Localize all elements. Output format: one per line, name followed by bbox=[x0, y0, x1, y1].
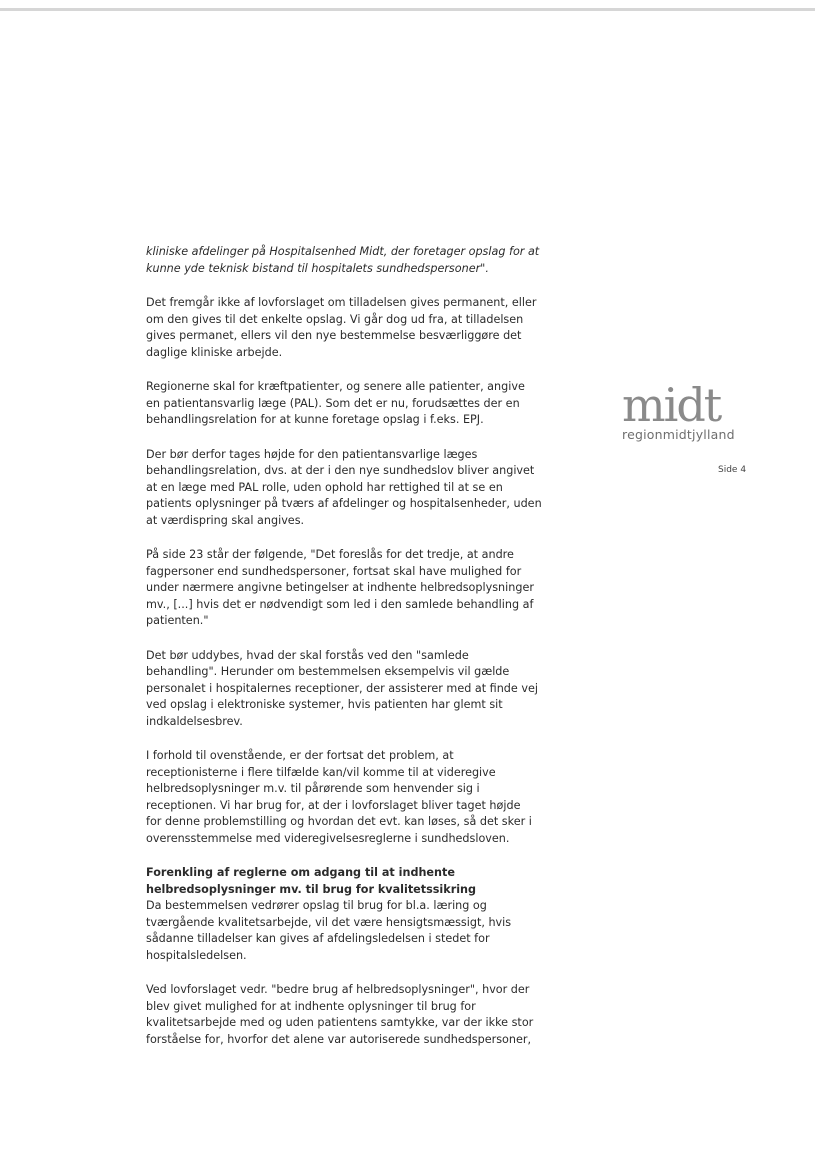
text-line: Det bør uddybes, hvad der skal forstås ved den "samlede bbox=[146, 648, 469, 662]
text-line: forståelse for, hvorfor det alene var autoriserede sundhedspersoner, bbox=[146, 1032, 532, 1046]
text-line: om den gives til det enkelte opslag. Vi går dog ud fra, at tilladelsen bbox=[146, 312, 524, 326]
text-line: at værdispring skal angives. bbox=[146, 513, 305, 527]
paragraph-9 bbox=[146, 982, 566, 1048]
section-heading: helbredsoplysninger mv. til brug for kvalitetssikring bbox=[146, 882, 477, 896]
text-line: Det fremgår ikke af lovforslaget om tilladelsen gives permanent, eller bbox=[146, 296, 537, 309]
text-line: blev givet mulighed for at indhente oplysninger til brug for bbox=[146, 999, 476, 1013]
document-body bbox=[146, 244, 566, 1066]
scan-edge-line bbox=[0, 8, 815, 11]
text-line: kliniske afdelinger på Hospitalsenhed Midt, der foretager opslag for at bbox=[146, 245, 540, 258]
text-line: behandling". Herunder om bestemmelsen eksempelvis vil gælde bbox=[146, 665, 510, 678]
logo-wordmark: midt bbox=[622, 378, 721, 432]
text-line: daglige kliniske arbejde. bbox=[146, 345, 283, 359]
text-line: receptionisterne i flere tilfælde kan/vil komme til at videregive bbox=[146, 765, 496, 779]
text-line: Der bør derfor tages højde for den patientansvarlige læges bbox=[146, 447, 478, 461]
text-line: personalet i hospitalernes receptioner, der assisterer med at finde vej bbox=[146, 681, 538, 695]
paragraph-6 bbox=[146, 648, 566, 731]
text-line: ved opslag i elektroniske systemer, hvis patienten har glemt sit bbox=[146, 698, 503, 711]
text-line: under nærmere angivne betingelser at indhente helbredsoplysninger bbox=[146, 581, 534, 594]
text-line: I forhold til ovenstående, er der fortsat det problem, at bbox=[146, 749, 454, 762]
text-line: Da bestemmelsen vedrører opslag til brug for bl.a. læring og bbox=[146, 899, 487, 912]
text-line: patients oplysninger på tværs af afdelinger og hospitalsenheder, uden bbox=[146, 497, 542, 510]
section-heading: Forenkling af reglerne om adgang til at indhente bbox=[146, 866, 455, 879]
text-line: kvalitetsarbejde med og uden patientens samtykke, var der ikke stor bbox=[146, 1016, 534, 1029]
text-line: receptionen. Vi har brug for, at der i lovforslaget bliver taget højde bbox=[146, 798, 521, 812]
paragraph-4 bbox=[146, 447, 566, 530]
paragraph-2 bbox=[146, 295, 566, 361]
text-line: for denne problemstilling og hvordan det evt. kan løses, så det sker i bbox=[146, 815, 532, 828]
region-logo bbox=[622, 378, 752, 442]
text-line: en patientansvarlig læge (PAL). Som det er nu, forudsættes der en bbox=[146, 396, 520, 410]
text-line: Ved lovforslaget vedr. "bedre brug af helbredsoplysninger", hvor der bbox=[146, 983, 530, 996]
paragraph-5 bbox=[146, 547, 566, 630]
text-line: behandlingsrelation for at kunne foretage opslag i f.eks. EPJ. bbox=[146, 413, 484, 426]
text-line: Regionerne skal for kræftpatienter, og senere alle patienter, angive bbox=[146, 380, 525, 393]
text-line: indkaldelsesbrev. bbox=[146, 714, 243, 728]
text-line: sådanne tilladelser kan gives af afdelingsledelsen i stedet for bbox=[146, 932, 490, 945]
paragraph-3 bbox=[146, 379, 566, 429]
paragraph-1 bbox=[146, 244, 566, 277]
text-line: at en læge med PAL rolle, uden ophold har rettighed til at se en bbox=[146, 480, 503, 494]
text-line: overensstemmelse med videregivelsesreglerne i sundhedsloven. bbox=[146, 831, 510, 845]
text-line: behandlingsrelation, dvs. at der i den nye sundhedslov bliver angivet bbox=[146, 464, 535, 477]
text-line: gives permanet, ellers vil den nye bestemmelse besværliggøre det bbox=[146, 329, 522, 342]
page-number: Side 4 bbox=[718, 465, 747, 475]
text-line: tværgående kvalitetsarbejde, vil det være hensigtsmæssigt, hvis bbox=[146, 915, 512, 929]
paragraph-7 bbox=[146, 748, 566, 847]
text-line: kunne yde teknisk bistand til hospitalets sundhedspersoner". bbox=[146, 261, 489, 275]
text-line: patienten." bbox=[146, 614, 209, 627]
text-line: På side 23 står der følgende, "Det foreslås for det tredje, at andre bbox=[146, 548, 514, 561]
paragraph-8 bbox=[146, 865, 566, 964]
logo-subtitle: regionmidtjylland bbox=[622, 427, 735, 442]
text-line: fagpersoner end sundhedspersoner, fortsat skal have mulighed for bbox=[146, 564, 522, 578]
text-line: mv., [...] hvis det er nødvendigt som led i den samlede behandling af bbox=[146, 597, 534, 611]
text-line: hospitalsledelsen. bbox=[146, 948, 247, 962]
text-line: helbredsoplysninger m.v. til pårørende som henvender sig i bbox=[146, 782, 480, 795]
